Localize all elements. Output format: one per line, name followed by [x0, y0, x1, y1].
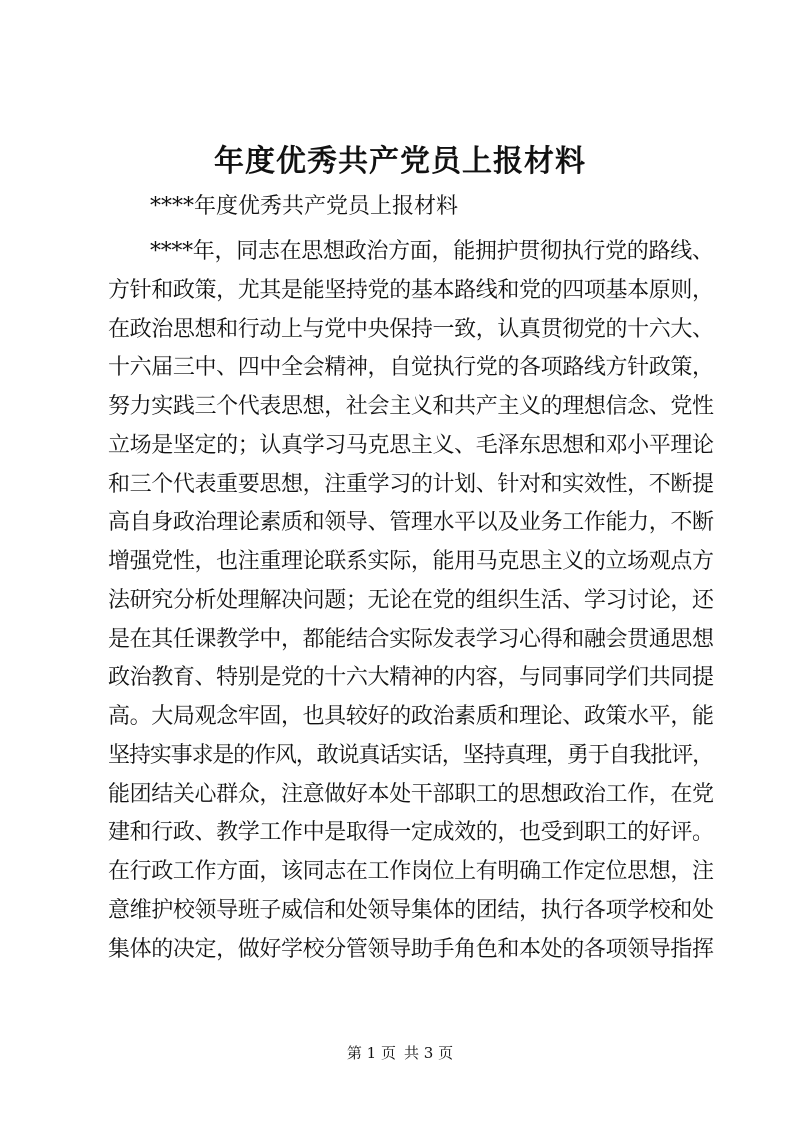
body-line: 高自身政治理论素质和领导、管理水平以及业务工作能力，不断: [108, 510, 714, 536]
body-line: 在行政工作方面，该同志在工作岗位上有明确工作定位思想，注: [108, 859, 714, 884]
body-line: 高。大局观念牢固，也具较好的政治素质和理论、政策水平，能: [108, 704, 714, 729]
body-line: 增强党性，也注重理论联系实际，能用马克思主义的立场观点方: [108, 549, 714, 574]
document-subtitle: ****年度优秀共产党员上报材料: [150, 194, 459, 219]
body-line: 是在其任课教学中，都能结合实际发表学习心得和融会贯通思想: [108, 626, 714, 652]
page-total: 共 3 页: [404, 1044, 454, 1062]
page-footer: [0, 1043, 800, 1063]
document-title: 年度优秀共产党员上报材料: [214, 144, 586, 179]
body-line: 和三个代表重要思想，注重学习的计划、针对和实效性，不断提: [108, 471, 714, 497]
page-number: 第 1 页: [346, 1044, 396, 1062]
body-line: 方针和政策，尤其是能坚持党的基本路线和党的四项基本原则，: [108, 277, 714, 303]
document-body: [108, 233, 714, 969]
body-line: 政治教育、特别是党的十六大精神的内容，与同事同学们共同提: [108, 665, 714, 691]
body-line: 立场是坚定的；认真学习马克思主义、毛泽东思想和邓小平理论: [108, 432, 714, 458]
body-line: 努力实践三个代表思想，社会主义和共产主义的理想信念、党性: [108, 394, 714, 419]
body-line: 法研究分析处理解决问题；无论在党的组织生活、学习讨论，还: [108, 587, 714, 613]
body-line: 集体的决定，做好学校分管领导助手角色和本处的各项领导指挥: [108, 936, 714, 962]
body-line: 意维护校领导班子威信和处领导集体的团结，执行各项学校和处: [108, 897, 714, 923]
body-line: 建和行政、教学工作中是取得一定成效的，也受到职工的好评。: [108, 820, 714, 846]
body-line: ****年，同志在思想政治方面，能拥护贯彻执行党的路线、: [150, 239, 714, 264]
body-line: 十六届三中、四中全会精神，自觉执行党的各项路线方针政策，: [108, 355, 714, 381]
body-line: 在政治思想和行动上与党中央保持一致，认真贯彻党的十六大、: [108, 316, 714, 342]
body-line: 能团结关心群众，注意做好本处干部职工的思想政治工作，在党: [108, 781, 714, 807]
body-line: 坚持实事求是的作风，敢说真话实话，坚持真理，勇于自我批评，: [108, 742, 713, 768]
